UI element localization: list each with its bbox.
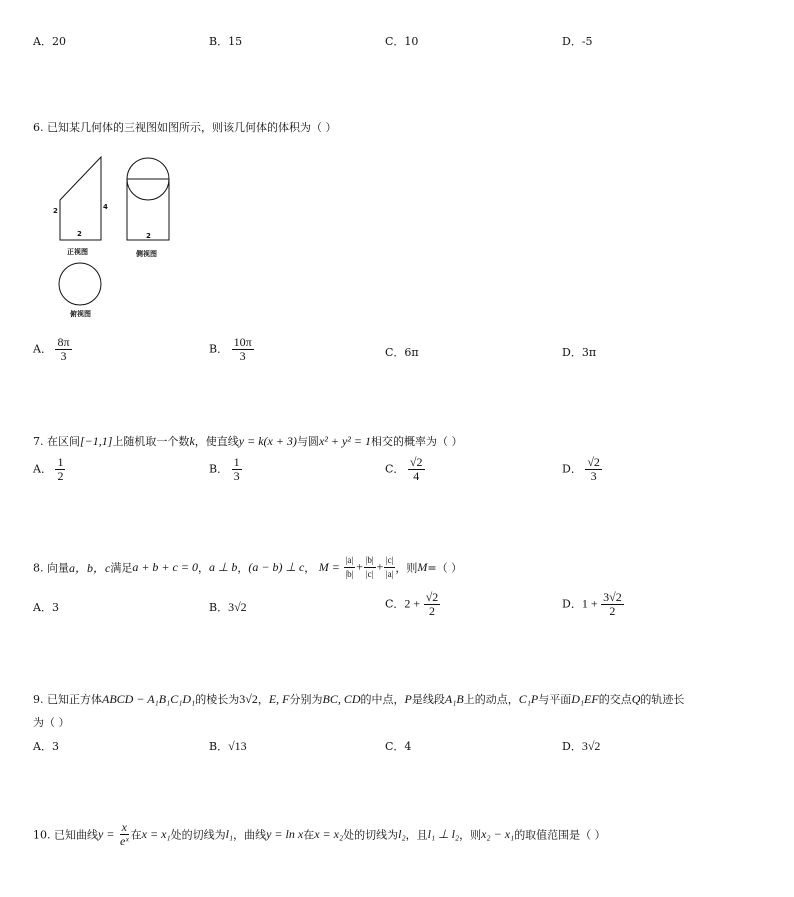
q9-option-b: B．√13 bbox=[209, 739, 247, 753]
side-view-base-2: 2 bbox=[146, 232, 151, 240]
front-view-base-2: 2 bbox=[77, 230, 82, 238]
q7-option-d: D． $\frac{√2}{3}$ bbox=[562, 455, 600, 483]
q6-stem: 6. 已知某几何体的三视图如图所示，则该几何体的体积为（ ） bbox=[33, 121, 337, 134]
q6-option-d: D．3π bbox=[562, 346, 597, 359]
q8-stem: 8. 向量a，b，c满足a + b + c = 0，a ⊥ b，(a − b) ⊥ c， M = $\frac{|a|}{|b|}$ + $\frac{|b|}{|c|}$ + $\frac{|c|}{|a|}$ ，则M=（ ） bbox=[33, 555, 463, 579]
front-view-height-2: 2 bbox=[53, 207, 58, 215]
q6-three-view-figure bbox=[40, 150, 190, 320]
top-view-circle bbox=[59, 263, 101, 305]
q6-option-b: B． $\frac{10\pi}{3}$ bbox=[209, 335, 252, 363]
q5-option-d: D．-5 bbox=[562, 35, 593, 48]
q5-option-a: A．20 bbox=[33, 35, 66, 48]
q7-option-a: A． $\frac{1}{2}$ bbox=[33, 455, 64, 483]
q9-stem-line1: 9. 已知正方体ABCD − A₁B₁C₁D₁的棱长为3√2，E, F分别为BC, CD的中点，P是线段A₁B上的动点，C₁P与平面D₁EF的交点Q的轨迹长 bbox=[33, 692, 685, 706]
q7-option-b: B． $\frac{1}{3}$ bbox=[209, 455, 240, 483]
q5-option-c: C．10 bbox=[385, 35, 419, 48]
q9-option-d: D．3√2 bbox=[562, 739, 601, 753]
q10-stem: 10. 已知曲线y = $\frac{x}{\text{eˣ}}$ 在x = x₁处的切线为l₁，曲线y = ln x在x = x₂处的切线为l₂，且l₁ ⊥ l₂，则x₂ − x₁的取值范围是（ ） bbox=[33, 820, 606, 848]
front-view-caption: 正视图 bbox=[67, 248, 88, 256]
q6-option-a: A． $\frac{8\pi}{3}$ bbox=[33, 335, 70, 363]
q6-option-c: C．6π bbox=[385, 346, 419, 359]
q9-option-a: A．3 bbox=[33, 740, 59, 753]
q8-option-b: B．3√2 bbox=[209, 600, 247, 614]
q8-option-c: C．2 + $\frac{√2}{2}$ bbox=[385, 590, 439, 618]
q5-option-b: B．15 bbox=[209, 35, 243, 48]
top-view-caption: 俯视图 bbox=[70, 310, 91, 318]
q9-stem-line2: 为（ ） bbox=[33, 716, 70, 729]
front-view-shape bbox=[60, 157, 101, 240]
front-view-height-4: 4 bbox=[103, 203, 108, 211]
side-view-caption: 侧视图 bbox=[136, 250, 157, 258]
q8-option-d: D．1 + $\frac{3√2}{2}$ bbox=[562, 590, 622, 618]
q9-option-c: C．4 bbox=[385, 740, 412, 753]
side-view-rect bbox=[127, 179, 169, 240]
q7-option-c: C． $\frac{√2}{4}$ bbox=[385, 455, 423, 483]
q7-stem: 7. 在区间[−1,1]上随机取一个数k，使直线y = k(x + 3)与圆x² + y² = 1相交的概率为（ ） bbox=[33, 434, 463, 448]
q8-option-a: A．3 bbox=[33, 601, 59, 614]
